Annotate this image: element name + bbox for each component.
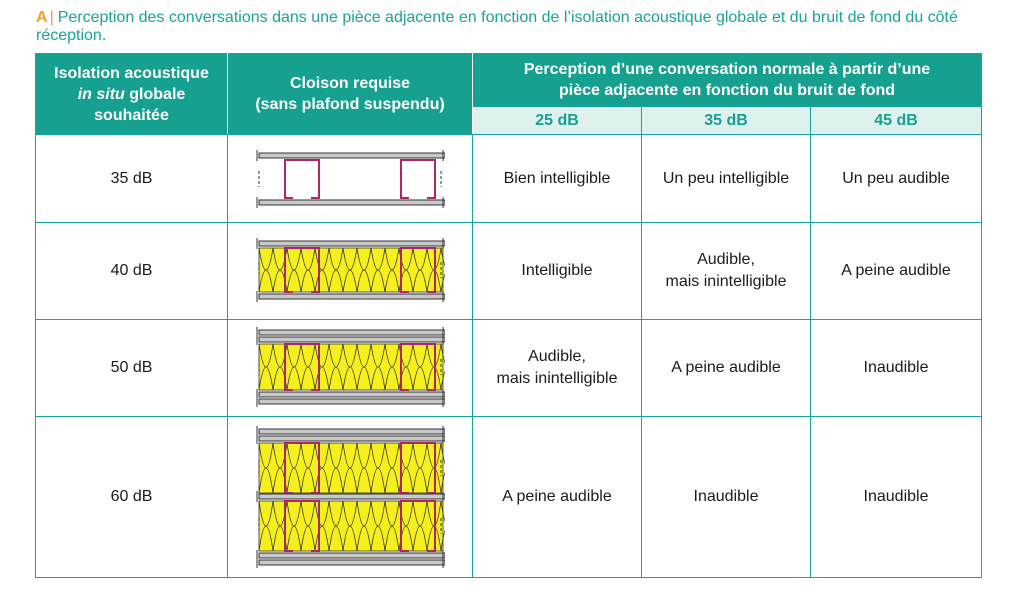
- isolation-value: 50 dB: [36, 320, 228, 417]
- perception-45: Inaudible: [811, 417, 982, 578]
- double-stud-insulated-icon: [255, 426, 445, 568]
- header-noise-45: 45 dB: [811, 107, 982, 135]
- isolation-value: 40 dB: [36, 223, 228, 320]
- table-row: [36, 417, 982, 578]
- header-noise-25: 25 dB: [473, 107, 642, 135]
- single-stud-no-insulation-icon: [255, 147, 445, 211]
- perception-25: A peine audible: [473, 417, 642, 578]
- header-noise-35: 35 dB: [642, 107, 811, 135]
- caption-letter: A: [36, 9, 48, 26]
- perception-45: Inaudible: [811, 320, 982, 417]
- acoustic-table: [35, 53, 982, 578]
- single-stud-insulated-icon: [255, 236, 445, 306]
- table-row: [36, 223, 982, 320]
- wall-cell: [228, 417, 473, 578]
- perception-35: Inaudible: [642, 417, 811, 578]
- table-row: [36, 135, 982, 223]
- wall-cell: [228, 223, 473, 320]
- perception-25: Intelligible: [473, 223, 642, 320]
- table-row: [36, 320, 982, 417]
- perception-35: Un peu intelligible: [642, 135, 811, 223]
- isolation-value: 60 dB: [36, 417, 228, 578]
- perception-45: A peine audible: [811, 223, 982, 320]
- perception-25: Audible, mais inintelligible: [473, 320, 642, 417]
- header-wall: Cloison requise (sans plafond suspendu): [228, 54, 473, 135]
- wall-cell: [228, 320, 473, 417]
- perception-45: Un peu audible: [811, 135, 982, 223]
- perception-35: A peine audible: [642, 320, 811, 417]
- perception-25: Bien intelligible: [473, 135, 642, 223]
- perception-35: Audible, mais inintelligible: [642, 223, 811, 320]
- header-isolation: Isolation acoustique in situ globale souhaitée: [36, 54, 228, 135]
- isolation-value: 35 dB: [36, 135, 228, 223]
- caption-separator: |: [49, 9, 54, 26]
- caption-text: Perception des conversations dans une pièce adjacente en fonction de l’isolation acoustique globale et du bruit de fond du côté réception.: [36, 9, 958, 44]
- figure-caption: [36, 9, 986, 45]
- header-perception: Perception d’une conversation normale à partir d’une pièce adjacente en fonction du bruit de fond: [473, 54, 982, 107]
- double-board-insulated-icon: [255, 327, 445, 409]
- wall-cell: [228, 135, 473, 223]
